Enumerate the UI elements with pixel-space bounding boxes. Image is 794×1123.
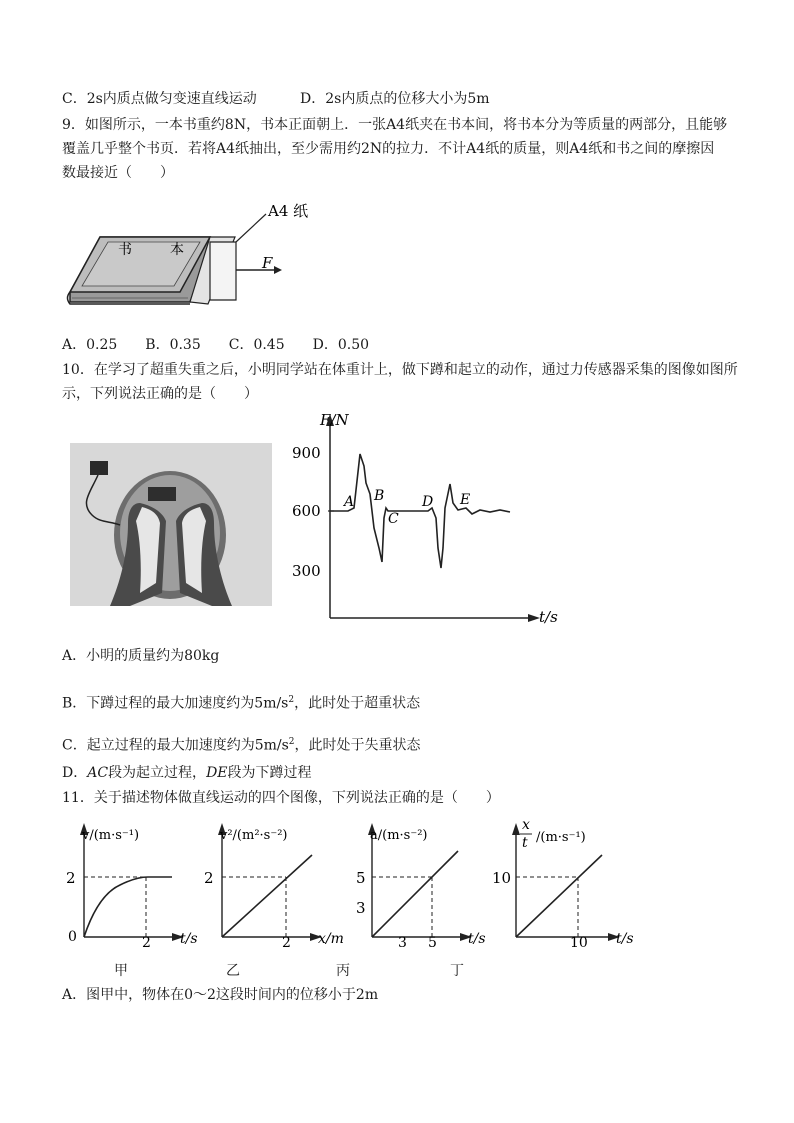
bing-x-tick-3: 3 xyxy=(398,935,407,950)
point-e: E xyxy=(460,492,471,508)
q10-stem-line1: 10．在学习了超重失重之后，小明同学站在体重计上，做下蹲和起立的动作，通过力传感器采集的图像如图所 xyxy=(62,362,738,378)
q9-stem-line1: 9．如图所示，一本书重约8N，书本正面朝上．一张A4纸夹在书本间，将书本分为等质量的两部分，且能够 xyxy=(62,117,728,133)
ding-y-label-x: x xyxy=(522,817,530,833)
graph-bing xyxy=(348,815,498,950)
tick-300: 300 xyxy=(292,562,321,580)
caption-ding: 丁 xyxy=(450,963,464,979)
point-a: A xyxy=(344,494,355,510)
q10-option-c: C．起立过程的最大加速度约为$5m/s^2$，此时处于失重状态 xyxy=(62,737,421,754)
q11-stem: 11．关于描述物体做直线运动的四个图像，下列说法正确的是（ ） xyxy=(62,790,500,806)
graph-x-label: t/s xyxy=(539,608,558,626)
graph-jia xyxy=(60,815,210,950)
bing-y-tick-5: 5 xyxy=(356,869,366,887)
tick-900: 900 xyxy=(292,444,321,462)
jia-origin: 0 xyxy=(68,929,77,945)
ding-y-tick: 10 xyxy=(492,869,512,887)
force-time-graph xyxy=(290,408,580,626)
q8-option-c: C．2s内质点做匀变速直线运动 xyxy=(62,91,257,107)
graph-ding xyxy=(492,815,642,950)
q8-option-d: D．2s内质点的位移大小为5m xyxy=(300,91,490,107)
q10-option-a: A．小明的质量约为80kg xyxy=(62,648,220,664)
ding-y-label-t: t xyxy=(522,835,528,851)
point-c: C xyxy=(388,511,399,527)
point-b: B xyxy=(374,488,385,504)
ding-x-tick: 10 xyxy=(570,935,588,950)
q9-book-figure xyxy=(60,192,340,322)
yi-x-label: x/m xyxy=(318,931,344,947)
q10-stem-line2: 示，下列说法正确的是（ ） xyxy=(62,386,258,402)
q11-option-a: A．图甲中，物体在0～2这段时间内的位移小于2m xyxy=(62,987,379,1003)
yi-x-tick: 2 xyxy=(282,935,291,950)
graph-y-label: F/N xyxy=(320,411,349,429)
q9-stem-line2: 覆盖几乎整个书页．若将A4纸抽出，至少需用约2N的拉力．不计A4纸的质量，则A4纸和书之间的摩擦因 xyxy=(62,141,715,157)
scale-photo xyxy=(70,443,272,606)
q10-option-b: B．下蹲过程的最大加速度约为$5m/s^2$，此时处于超重状态 xyxy=(62,695,421,712)
jia-x-tick: 2 xyxy=(142,935,151,950)
bing-x-label: t/s xyxy=(468,931,486,947)
yi-y-label: v²/(m²·s⁻²) xyxy=(220,828,288,843)
point-d: D xyxy=(422,494,434,510)
bing-x-tick-5: 5 xyxy=(428,935,437,950)
book-char-1: 书 xyxy=(118,242,132,258)
jia-x-label: t/s xyxy=(180,931,198,947)
q9-options: A．0.25 B．0.35 C．0.45 D．0.50 xyxy=(62,337,370,353)
jia-y-tick: 2 xyxy=(66,869,76,887)
caption-bing: 丙 xyxy=(336,963,350,979)
q9-stem-line3: 数最接近（ ） xyxy=(62,165,174,181)
tick-600: 600 xyxy=(292,502,321,520)
caption-yi: 乙 xyxy=(226,963,240,979)
yi-y-tick: 2 xyxy=(204,869,214,887)
ding-y-label-unit: /(m·s⁻¹) xyxy=(536,830,586,845)
jia-y-label: v/(m·s⁻¹) xyxy=(82,828,140,843)
book-char-2: 本 xyxy=(170,242,184,258)
caption-jia: 甲 xyxy=(114,963,128,979)
a4-paper-label: A4 纸 xyxy=(268,202,309,220)
q10-option-d: D．AC段为起立过程，DE段为下蹲过程 xyxy=(62,765,312,781)
force-label: F xyxy=(262,254,273,272)
bing-y-tick-3: 3 xyxy=(356,899,366,917)
ding-x-label: t/s xyxy=(616,931,634,947)
bing-y-label: a/(m·s⁻²) xyxy=(370,828,428,843)
graph-yi xyxy=(198,815,358,950)
